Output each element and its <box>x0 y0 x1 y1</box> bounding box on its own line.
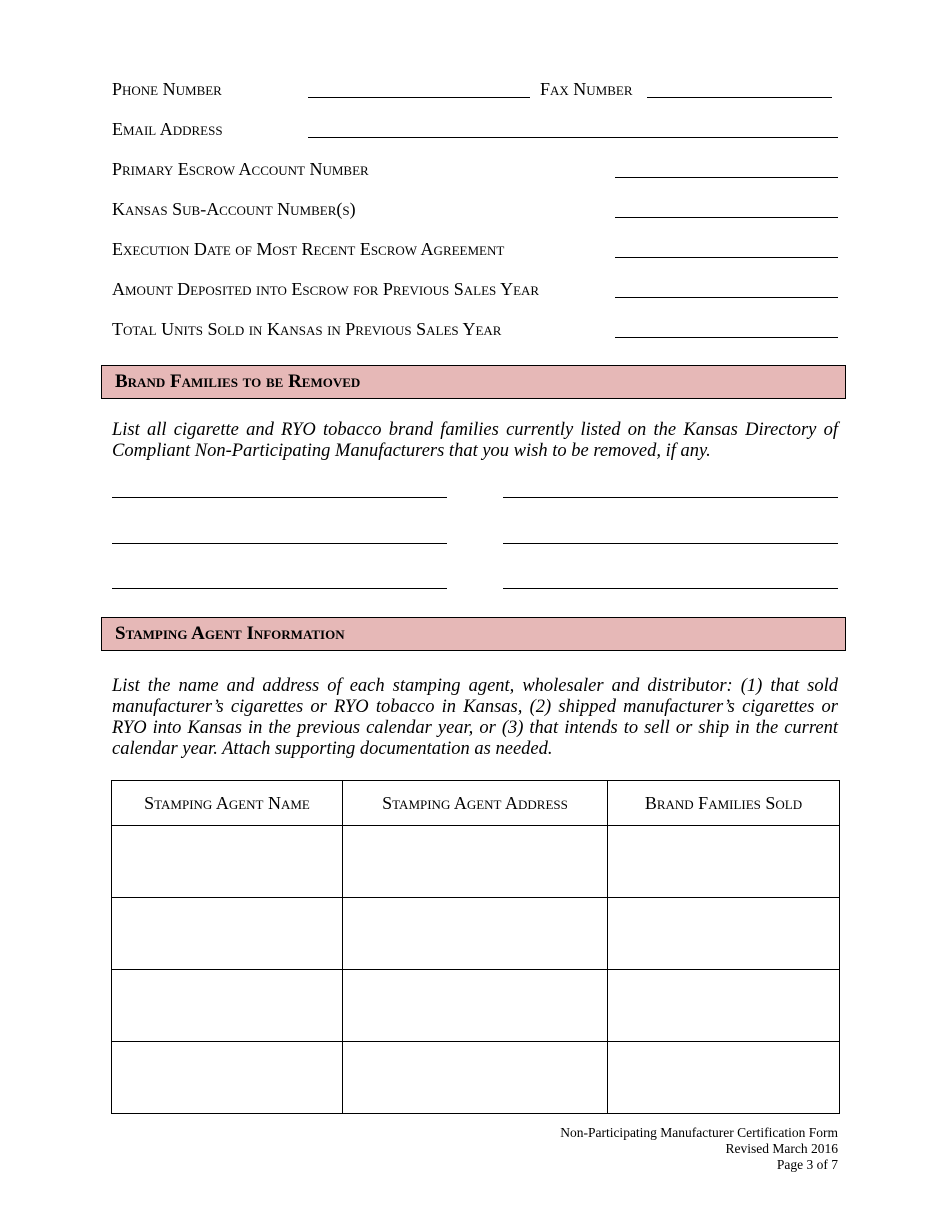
brand-line-4[interactable] <box>503 542 838 544</box>
brand-families-cell[interactable] <box>608 826 840 898</box>
col-header-agent-address: Stamping Agent Address <box>343 781 608 826</box>
fax-number-field[interactable] <box>647 79 832 98</box>
total-units-field[interactable] <box>615 319 838 338</box>
col-header-brand-families: Brand Families Sold <box>608 781 840 826</box>
col-header-agent-name: Stamping Agent Name <box>112 781 343 826</box>
email-address-label: Email Address <box>112 119 223 139</box>
stamping-agent-instructions: List the name and address of each stamping agent, wholesaler and distributor: (1) that sold manufacturer’s cigarettes or RYO tobacco in Kansas, (2) shipped manufacturer’s cigarettes or RYO into Kansas in the previous calendar year, or (3) that intends to sell or ship in the current calendar year. Attach supporting documentation as needed. <box>112 676 838 759</box>
table-header-row <box>112 781 840 826</box>
agent-name-cell[interactable] <box>112 898 343 970</box>
table-row <box>112 1042 840 1114</box>
agent-address-cell[interactable] <box>343 898 608 970</box>
total-units-label: Total Units Sold in Kansas in Previous Sales Year <box>112 319 502 339</box>
execution-date-field[interactable] <box>615 239 838 258</box>
amount-deposited-label: Amount Deposited into Escrow for Previous Sales Year <box>112 279 540 299</box>
sub-account-field[interactable] <box>615 199 838 218</box>
agent-address-cell[interactable] <box>343 970 608 1042</box>
brand-families-cell[interactable] <box>608 970 840 1042</box>
agent-address-cell[interactable] <box>343 826 608 898</box>
table-row <box>112 970 840 1042</box>
brand-families-banner <box>101 365 846 399</box>
agent-name-cell[interactable] <box>112 970 343 1042</box>
sub-account-label: Kansas Sub-Account Number(s) <box>112 199 356 219</box>
execution-date-row <box>112 239 838 263</box>
brand-line-6[interactable] <box>503 587 838 589</box>
execution-date-label: Execution Date of Most Recent Escrow Agreement <box>112 239 505 259</box>
agent-address-cell[interactable] <box>343 1042 608 1114</box>
phone-number-label: Phone Number <box>112 79 222 99</box>
footer-form-name: Non-Participating Manufacturer Certification Form <box>560 1125 838 1140</box>
primary-escrow-field[interactable] <box>615 159 838 178</box>
sub-account-row <box>112 199 838 223</box>
total-units-row <box>112 319 838 343</box>
brand-families-instructions: List all cigarette and RYO tobacco brand families currently listed on the Kansas Directory of Compliant Non-Participating Manufacturers that you wish to be removed, if any. <box>112 420 838 461</box>
brand-line-3[interactable] <box>112 542 447 544</box>
footer-revised: Revised March 2016 <box>725 1141 838 1156</box>
fax-number-label: Fax Number <box>540 79 633 99</box>
brand-line-2[interactable] <box>503 496 838 498</box>
amount-deposited-field[interactable] <box>615 279 838 298</box>
email-address-field[interactable] <box>308 119 838 138</box>
phone-fax-row <box>112 79 838 103</box>
primary-escrow-label: Primary Escrow Account Number <box>112 159 369 179</box>
agent-name-cell[interactable] <box>112 1042 343 1114</box>
stamping-agent-title: Stamping Agent Information <box>115 623 345 644</box>
page-footer <box>560 1125 838 1173</box>
footer-page-number: Page 3 of 7 <box>776 1157 838 1172</box>
amount-deposited-row <box>112 279 838 303</box>
table-row <box>112 898 840 970</box>
brand-families-title: Brand Families to be Removed <box>115 371 361 392</box>
email-row <box>112 119 838 143</box>
agent-name-cell[interactable] <box>112 826 343 898</box>
brand-line-1[interactable] <box>112 496 447 498</box>
brand-line-5[interactable] <box>112 587 447 589</box>
brand-families-cell[interactable] <box>608 898 840 970</box>
stamping-agent-table <box>111 780 840 1114</box>
stamping-agent-banner <box>101 617 846 651</box>
phone-number-field[interactable] <box>308 79 530 98</box>
primary-escrow-row <box>112 159 838 183</box>
table-row <box>112 826 840 898</box>
brand-families-cell[interactable] <box>608 1042 840 1114</box>
